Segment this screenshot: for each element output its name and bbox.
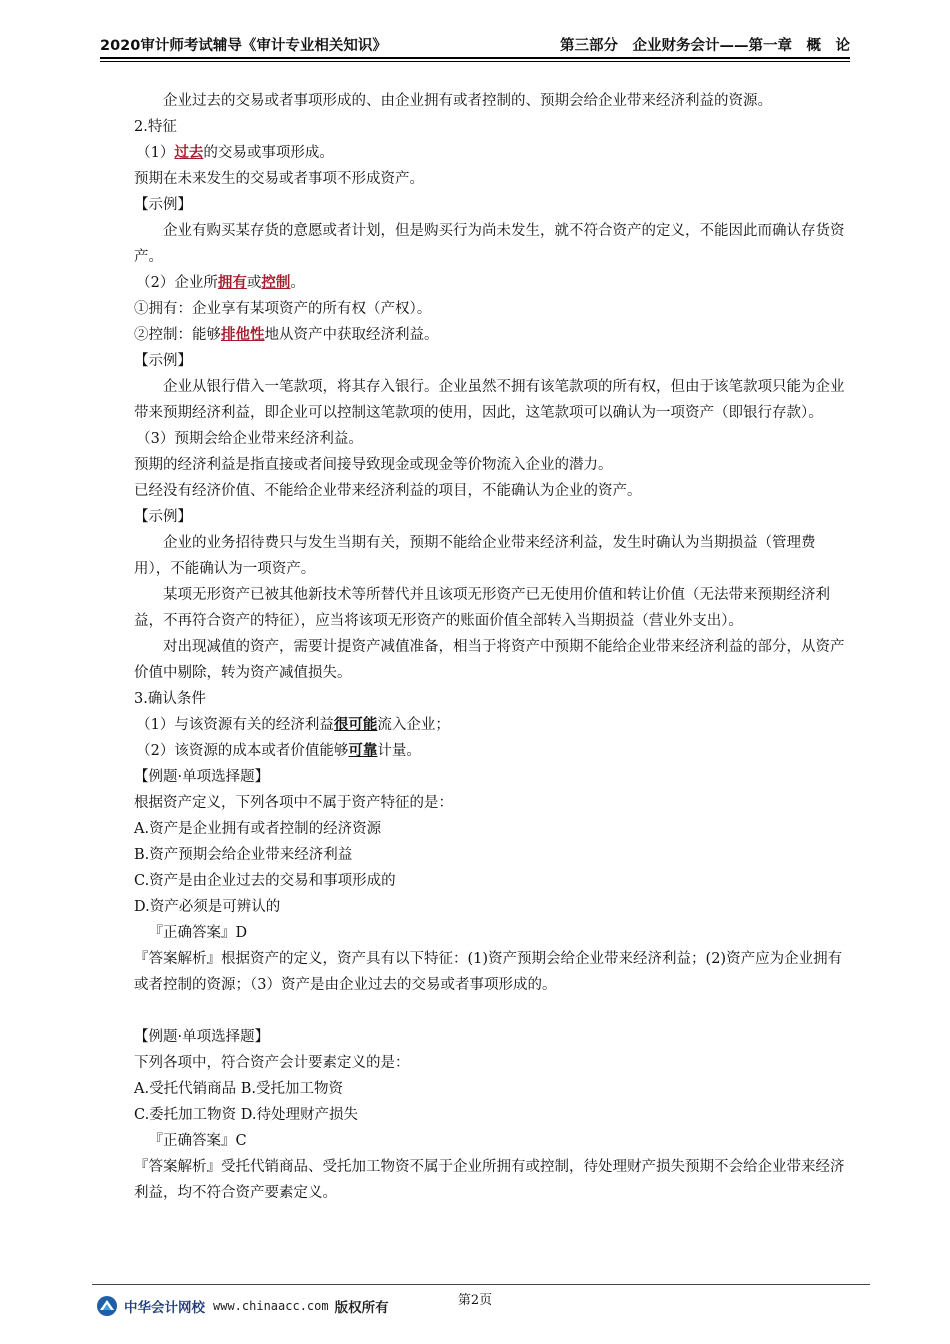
question-stem: 下列各项中，符合资产会计要素定义的是：	[134, 1055, 410, 1071]
question-option: C.资产是由企业过去的交易和事项形成的	[134, 873, 396, 889]
document-body	[134, 88, 850, 1206]
feature-item: （2）企业所拥有或控制。	[136, 275, 305, 291]
section-heading: 2.特征	[134, 119, 177, 135]
answer-explanation: 『答案解析』受托代销商品、受托加工物资不属于企业所拥有或控制，待处理财产损失预期不会给企业带来经济利益，均不符合资产要素定义。	[134, 1159, 845, 1201]
correct-answer: 『正确答案』D	[148, 925, 248, 941]
question-option: B.资产预期会给企业带来经济利益	[134, 847, 353, 863]
chinaacc-logo-icon	[96, 1295, 118, 1317]
section-heading: 3.确认条件	[134, 691, 206, 707]
answer-explanation: 『答案解析』根据资产的定义，资产具有以下特征：(1)资产预期会给企业带来经济利益；(2)资产应为企业拥有或者控制的资源；（3）资产是由企业过去的交易或者事项形成的。	[134, 951, 843, 993]
example-text: 对出现减值的资产，需要计提资产减值准备，相当于将资产中预期不能给企业带来经济利益的部分，从资产价值中剔除，转为资产减值损失。	[134, 639, 845, 681]
emphasis-keyword: 很可能	[333, 717, 378, 733]
emphasis-keyword: 可靠	[348, 743, 378, 759]
feature-item: （3）预期会给企业带来经济利益。	[136, 431, 363, 447]
header-rule-thick	[100, 57, 850, 59]
footer-rule	[92, 1284, 870, 1285]
highlight-keyword: 过去	[174, 145, 204, 161]
page-header	[100, 34, 850, 56]
footer-copyright: 版权所有	[334, 1300, 389, 1316]
footer-brand: 中华会计网校	[124, 1300, 205, 1316]
condition-item: （2）该资源的成本或者价值能够可靠计量。	[136, 743, 421, 759]
paragraph: ①拥有：企业享有某项资产的所有权（产权）。	[134, 301, 432, 317]
question-option: C.委托加工物资 D.待处理财产损失	[134, 1107, 359, 1123]
question-option: A.资产是企业拥有或者控制的经济资源	[134, 821, 382, 837]
paragraph: 已经没有经济价值、不能给企业带来经济利益的项目，不能确认为企业的资产。	[134, 483, 642, 499]
paragraph: 预期在未来发生的交易或者事项不形成资产。	[134, 171, 424, 187]
page-footer	[96, 1294, 389, 1318]
correct-answer: 『正确答案』C	[148, 1133, 247, 1149]
highlight-keyword: 拥有	[217, 275, 247, 291]
paragraph: ②控制：能够排他性地从资产中获取经济利益。	[134, 327, 439, 343]
paragraph: 预期的经济利益是指直接或者间接导致现金或现金等价物流入企业的潜力。	[134, 457, 613, 473]
question-label: 【例题·单项选择题】	[134, 769, 270, 785]
feature-item: （1）过去的交易或事项形成。	[136, 145, 334, 161]
question-label: 【例题·单项选择题】	[134, 1029, 270, 1045]
paragraph: 企业过去的交易或者事项形成的、由企业拥有或者控制的、预期会给企业带来经济利益的资源。	[163, 93, 772, 109]
spacer	[134, 998, 850, 1024]
example-text: 企业的业务招待费只与发生当期有关，预期不能给企业带来经济利益，发生时确认为当期损益（管理费用），不能确认为一项资产。	[134, 535, 816, 577]
question-option: A.受托代销商品 B.受托加工物资	[134, 1081, 343, 1097]
footer-website: www.chinaacc.com	[213, 1299, 329, 1313]
header-chapter-title: 第三部分 企业财务会计——第一章 概 论	[560, 38, 850, 54]
highlight-keyword: 排他性	[221, 327, 265, 343]
example-text: 某项无形资产已被其他新技术等所替代并且该项无形资产已无使用价值和转让价值（无法带来预期经济利益，不再符合资产的特征），应当将该项无形资产的账面价值全部转入当期损益（营业外支出）。	[134, 587, 830, 629]
example-label: 【示例】	[134, 197, 192, 213]
example-text: 企业从银行借入一笔款项，将其存入银行。企业虽然不拥有该笔款项的所有权，但由于该笔款项只能为企业带来预期经济利益，即企业可以控制这笔款项的使用，因此，这笔款项可以确认为一项资产（即银行存款）。	[134, 379, 845, 421]
condition-item: （1）与该资源有关的经济利益很可能流入企业；	[136, 717, 450, 733]
highlight-keyword: 控制	[261, 275, 291, 291]
example-label: 【示例】	[134, 509, 192, 525]
page-number: 第2页	[457, 1293, 493, 1308]
question-option: D.资产必须是可辨认的	[134, 899, 281, 915]
example-label: 【示例】	[134, 353, 192, 369]
header-rule-thin	[100, 61, 850, 62]
question-stem: 根据资产定义，下列各项中不属于资产特征的是：	[134, 795, 453, 811]
header-book-title: 2020审计师考试辅导《审计专业相关知识》	[100, 38, 387, 54]
example-text: 企业有购买某存货的意愿或者计划，但是购买行为尚未发生，就不符合资产的定义，不能因此而确认存货资产。	[134, 223, 845, 265]
